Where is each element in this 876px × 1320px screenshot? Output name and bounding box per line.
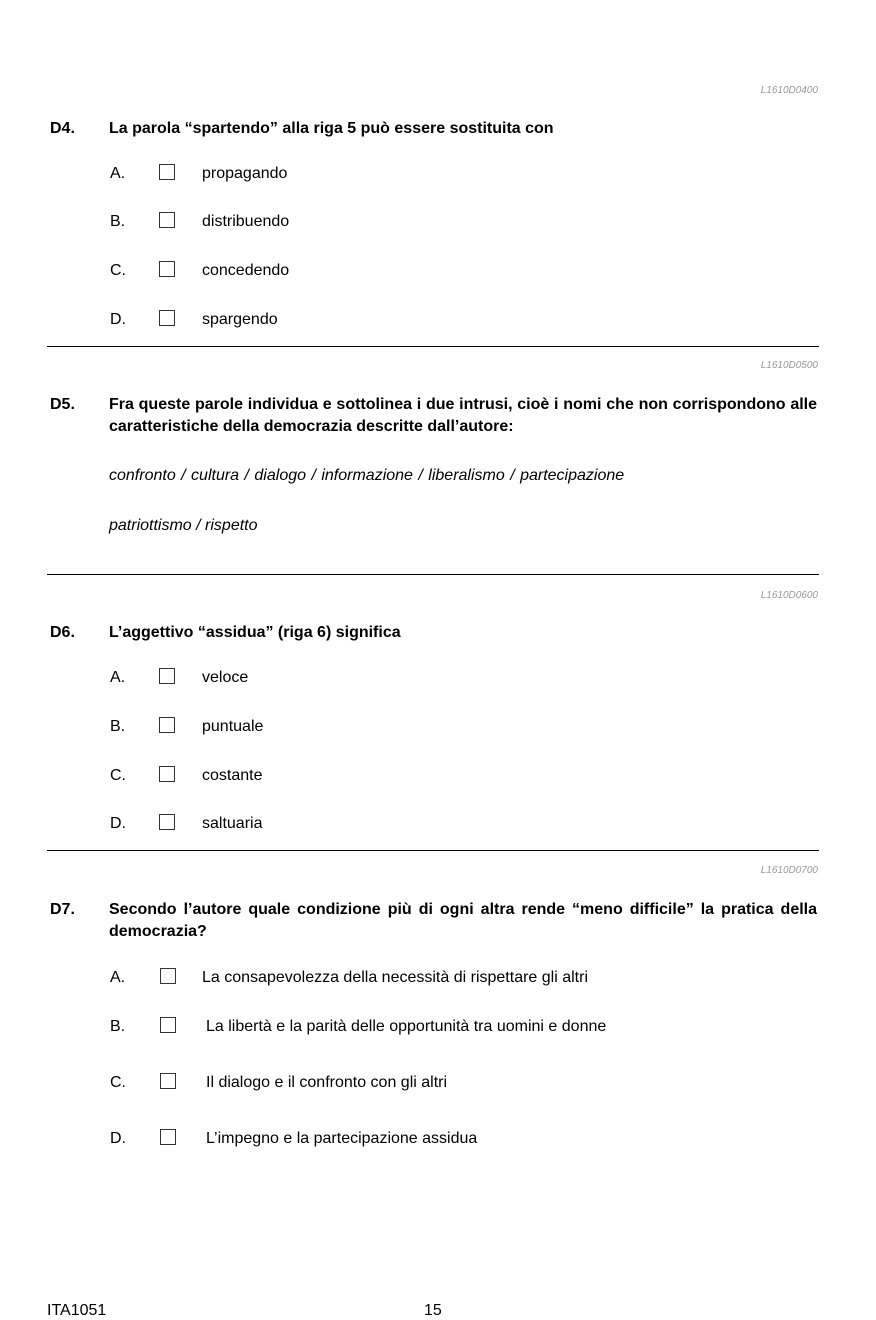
checkbox[interactable] xyxy=(160,1129,176,1145)
question-number: D4. xyxy=(50,120,75,137)
checkbox[interactable] xyxy=(160,1073,176,1089)
option-text: puntuale xyxy=(202,718,264,735)
checkbox[interactable] xyxy=(159,668,175,684)
page-number: 15 xyxy=(424,1302,442,1319)
question-number: D7. xyxy=(50,901,75,918)
checkbox[interactable] xyxy=(159,814,175,830)
option-letter: B. xyxy=(110,213,126,230)
option-letter: D. xyxy=(110,815,126,832)
option-text: La consapevolezza della necessità di rispettare gli altri xyxy=(202,969,588,986)
option-letter: C. xyxy=(110,262,126,279)
option-text: concedendo xyxy=(202,262,290,279)
option-letter: A. xyxy=(110,969,126,986)
option-text: propagando xyxy=(202,165,288,182)
word-list-line: confronto / cultura / dialogo / informazione / liberalismo / partecipazione xyxy=(109,467,625,484)
checkbox[interactable] xyxy=(159,212,175,228)
question-code: L1610D0700 xyxy=(760,865,818,876)
option-letter: C. xyxy=(110,1074,126,1091)
option-text: distribuendo xyxy=(202,213,290,230)
word-list-line: patriottismo / rispetto xyxy=(109,517,258,534)
question-code: L1610D0600 xyxy=(760,590,818,601)
question-code: L1610D0500 xyxy=(760,360,818,371)
checkbox[interactable] xyxy=(160,968,176,984)
option-letter: D. xyxy=(110,1130,126,1147)
divider xyxy=(47,346,819,347)
option-text: La libertà e la parità delle opportunità tra uomini e donne xyxy=(206,1018,607,1035)
option-letter: D. xyxy=(110,311,126,328)
question-text: La parola “spartendo” alla riga 5 può essere sostituita con xyxy=(109,120,554,137)
option-text: spargendo xyxy=(202,311,278,328)
question-text: L’aggettivo “assidua” (riga 6) significa xyxy=(109,624,401,641)
option-letter: C. xyxy=(110,767,126,784)
question-text: Fra queste parole individua e sottolinea i due intrusi, cioè i nomi che non corrispondono alle caratteristiche della democrazia descritte dall’autore: xyxy=(109,396,817,435)
divider xyxy=(47,574,819,575)
option-text: Il dialogo e il confronto con gli altri xyxy=(206,1074,448,1091)
question-text: Secondo l’autore quale condizione più di ogni altra rende “meno difficile” la pratica della democrazia? xyxy=(109,901,817,940)
question-code: L1610D0400 xyxy=(760,85,818,96)
option-text: veloce xyxy=(202,669,249,686)
option-letter: A. xyxy=(110,165,126,182)
divider xyxy=(47,850,819,851)
checkbox[interactable] xyxy=(159,766,175,782)
option-letter: A. xyxy=(110,669,126,686)
option-letter: B. xyxy=(110,718,126,735)
question-number: D5. xyxy=(50,396,75,413)
option-text: L’impegno e la partecipazione assidua xyxy=(206,1130,478,1147)
option-text: saltuaria xyxy=(202,815,263,832)
checkbox[interactable] xyxy=(159,164,175,180)
footer-code: ITA1051 xyxy=(47,1302,107,1319)
question-number: D6. xyxy=(50,624,75,641)
checkbox[interactable] xyxy=(159,717,175,733)
option-text: costante xyxy=(202,767,263,784)
checkbox[interactable] xyxy=(159,261,175,277)
checkbox[interactable] xyxy=(159,310,175,326)
checkbox[interactable] xyxy=(160,1017,176,1033)
option-letter: B. xyxy=(110,1018,126,1035)
